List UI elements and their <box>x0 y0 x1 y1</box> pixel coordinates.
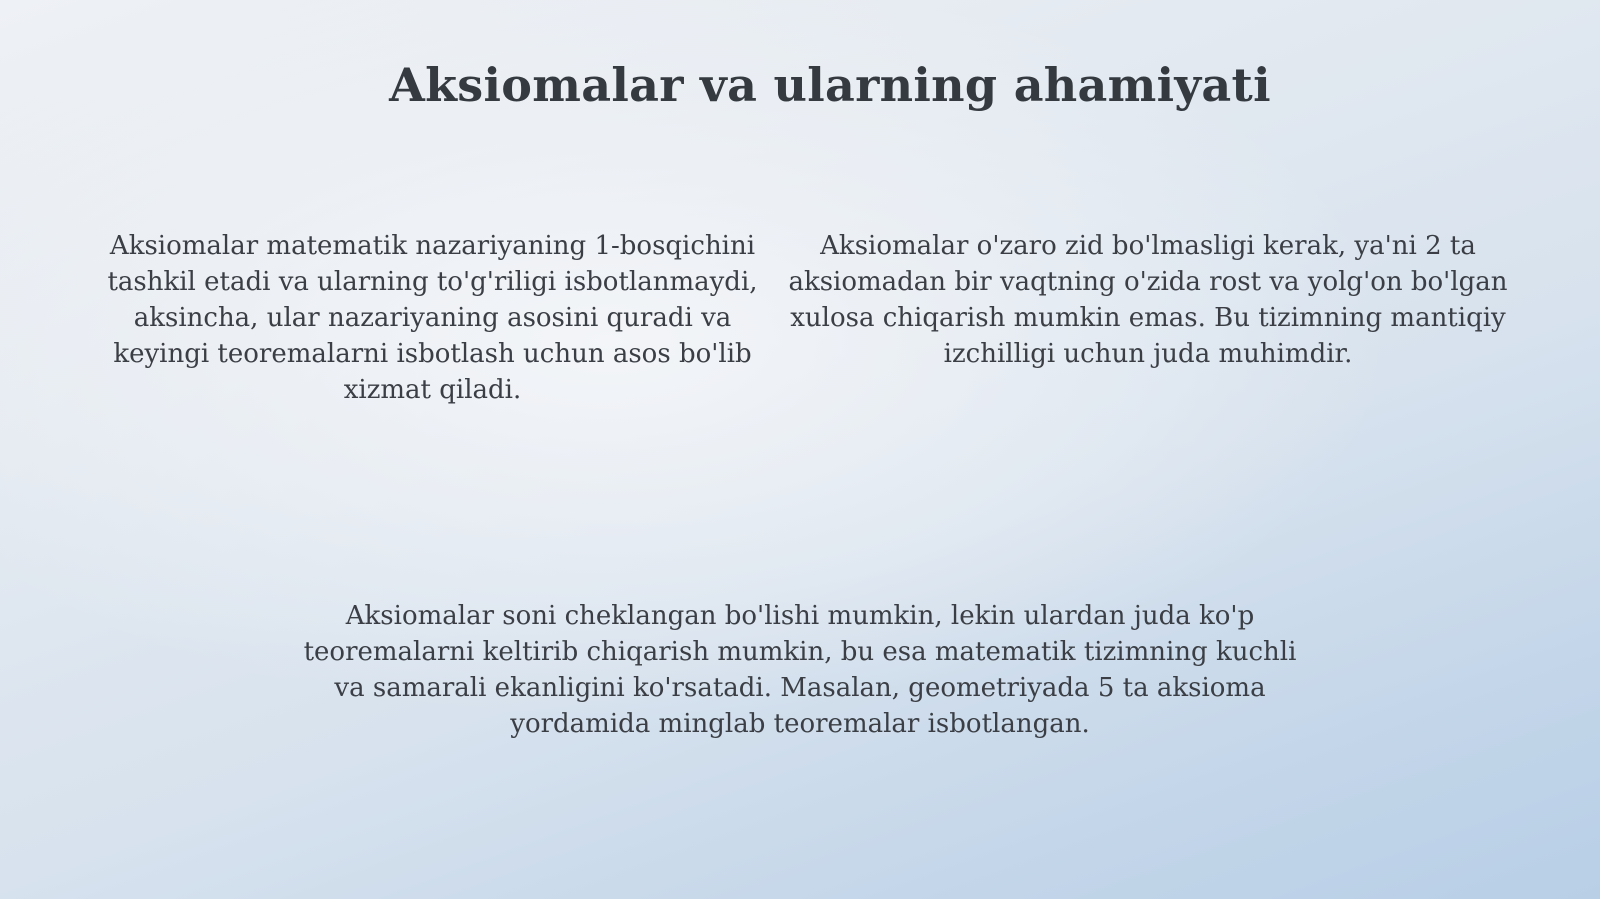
paragraph-axioms-consistency: Aksiomalar o'zaro zid bo'lmasligi kerak, ya'ni 2 ta aksiomadan bir vaqtning o'zida rost va yolg'on bo'lgan xulosa chiqarish mumkin emas. Bu tizimning mantiqiy izchilligi uchun juda muhimdir. <box>788 231 1508 369</box>
paragraph-axioms-first-stage: Aksiomalar matematik nazariyaning 1-bosqichini tashkil etadi va ularning to'g'riligi isbotlanmaydi, aksincha, ular nazariyaning asosini quradi va keyingi teoremalarni isbotlash uchun asos bo'lib xizmat qiladi. <box>107 231 758 405</box>
slide-title: Aksiomalar va ularning ahamiyati <box>389 58 1271 112</box>
paragraph-axioms-count: Aksiomalar soni cheklangan bo'lishi mumkin, lekin ulardan juda ko'p teoremalarni keltirib chiqarish mumkin, bu esa matematik tizimning kuchli va samarali ekanligini ko'rsatadi. Masalan, geometriyada 5 ta aksioma yordamida minglab teoremalar isbotlangan. <box>303 601 1297 739</box>
